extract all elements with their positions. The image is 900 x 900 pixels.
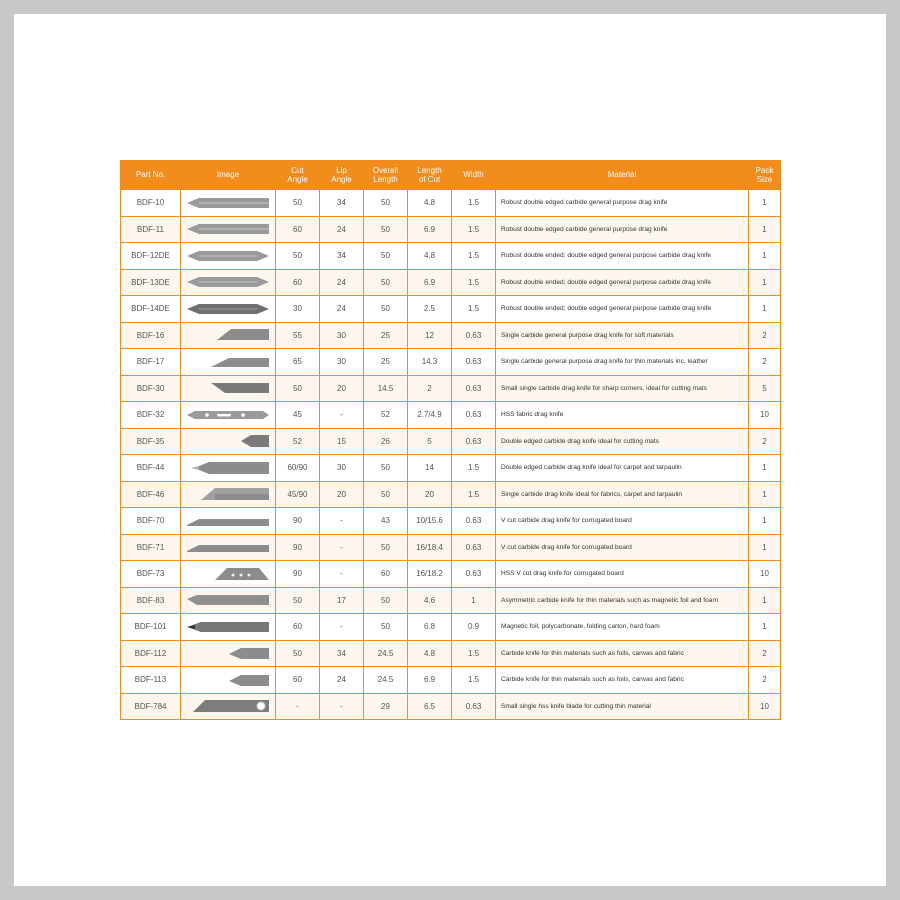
- single-long-icon: [185, 354, 271, 370]
- hss-fabric-icon: [185, 407, 271, 423]
- overall-length-cell: 26: [364, 428, 408, 455]
- lip-angle-cell: 30: [320, 455, 364, 482]
- lip-angle-cell: -: [320, 508, 364, 535]
- lip-angle-cell: 34: [320, 243, 364, 270]
- double-ended-icon: [185, 248, 271, 264]
- lip-angle-cell: 15: [320, 428, 364, 455]
- table-row: [121, 322, 781, 349]
- width-cell: 0.63: [452, 508, 496, 535]
- material-cell: HSS V cut drag knife for corrugated board: [496, 561, 749, 588]
- material-cell: Double edged carbide drag knife ideal for cutting mats: [496, 428, 749, 455]
- part-no-cell: BDF-12DE: [121, 243, 181, 270]
- width-cell: 1.5: [452, 640, 496, 667]
- pack-size-cell: 1: [749, 269, 781, 296]
- width-cell: 0.63: [452, 428, 496, 455]
- overall-length-cell: 29: [364, 693, 408, 720]
- blade-image-cell: [181, 614, 276, 641]
- blade-image-cell: [181, 455, 276, 482]
- overall-length-cell: 50: [364, 216, 408, 243]
- pack-size-cell: 1: [749, 455, 781, 482]
- lip-angle-cell: 20: [320, 375, 364, 402]
- part-no-cell: BDF-71: [121, 534, 181, 561]
- cut-angle-cell: 60/90: [276, 455, 320, 482]
- lip-angle-cell: -: [320, 693, 364, 720]
- width-cell: 1: [452, 587, 496, 614]
- lip-angle-cell: 34: [320, 640, 364, 667]
- part-no-cell: BDF-44: [121, 455, 181, 482]
- length-of-cut-cell: 4.8: [408, 243, 452, 270]
- pack-size-cell: 1: [749, 587, 781, 614]
- cut-angle-cell: -: [276, 693, 320, 720]
- blade-image-cell: [181, 190, 276, 217]
- v-cut-icon: [185, 513, 271, 529]
- part-no-cell: BDF-70: [121, 508, 181, 535]
- table-row: [121, 534, 781, 561]
- lip-angle-cell: 20: [320, 481, 364, 508]
- length-of-cut-cell: 2.7/4.9: [408, 402, 452, 429]
- table-row: [121, 375, 781, 402]
- length-of-cut-cell: 4.8: [408, 190, 452, 217]
- width-cell: 1.5: [452, 481, 496, 508]
- width-cell: 0.63: [452, 349, 496, 376]
- pack-size-cell: 1: [749, 481, 781, 508]
- width-cell: 1.5: [452, 216, 496, 243]
- part-no-cell: BDF-46: [121, 481, 181, 508]
- part-no-cell: BDF-13DE: [121, 269, 181, 296]
- material-cell: Robust double ended; double edged general purpose carbide drag knife: [496, 243, 749, 270]
- table-row: [121, 349, 781, 376]
- width-cell: 0.63: [452, 693, 496, 720]
- lip-angle-cell: 34: [320, 190, 364, 217]
- table-row: [121, 269, 781, 296]
- table-row: [121, 190, 781, 217]
- pack-size-cell: 10: [749, 561, 781, 588]
- pack-size-cell: 1: [749, 243, 781, 270]
- cut-angle-cell: 50: [276, 243, 320, 270]
- table-row: [121, 693, 781, 720]
- pack-size-cell: 1: [749, 508, 781, 535]
- overall-length-cell: 50: [364, 243, 408, 270]
- double-edged-long-icon: [185, 195, 271, 211]
- cut-angle-cell: 55: [276, 322, 320, 349]
- overall-length-cell: 50: [364, 614, 408, 641]
- lip-angle-cell: 17: [320, 587, 364, 614]
- overall-length-cell: 25: [364, 322, 408, 349]
- table-row: [121, 216, 781, 243]
- table-row: [121, 402, 781, 429]
- material-cell: V cut carbide drag knife for corrugated board: [496, 534, 749, 561]
- cut-angle-cell: 45/90: [276, 481, 320, 508]
- pack-size-cell: 1: [749, 216, 781, 243]
- overall-length-cell: 25: [364, 349, 408, 376]
- double-ended-icon: [185, 274, 271, 290]
- table-row: [121, 508, 781, 535]
- header-material: Material: [607, 170, 637, 179]
- part-no-cell: BDF-10: [121, 190, 181, 217]
- part-no-cell: BDF-16: [121, 322, 181, 349]
- material-cell: Single carbide general purpose drag knife for thin materials inc. leather: [496, 349, 749, 376]
- length-of-cut-cell: 2.5: [408, 296, 452, 323]
- header-width: Width: [463, 170, 484, 179]
- cut-angle-cell: 50: [276, 375, 320, 402]
- length-of-cut-cell: 16/18.4: [408, 534, 452, 561]
- cut-angle-cell: 90: [276, 534, 320, 561]
- carpet-double-icon: [185, 460, 271, 476]
- blade-image-cell: [181, 402, 276, 429]
- overall-length-cell: 52: [364, 402, 408, 429]
- width-cell: 1.5: [452, 269, 496, 296]
- length-of-cut-cell: 10/15.6: [408, 508, 452, 535]
- material-cell: Small single carbide drag knife for sharp corners, ideal for cutting mats: [496, 375, 749, 402]
- lip-angle-cell: 24: [320, 216, 364, 243]
- length-of-cut-cell: 6.5: [408, 693, 452, 720]
- cut-angle-cell: 52: [276, 428, 320, 455]
- blade-image-cell: [181, 693, 276, 720]
- table-row: [121, 587, 781, 614]
- blade-image-cell: [181, 296, 276, 323]
- width-cell: 1.5: [452, 190, 496, 217]
- cut-angle-cell: 45: [276, 402, 320, 429]
- table-row: [121, 428, 781, 455]
- length-of-cut-cell: 2: [408, 375, 452, 402]
- part-no-cell: BDF-32: [121, 402, 181, 429]
- lip-angle-cell: 24: [320, 667, 364, 694]
- material-cell: Robust double edged carbide general purpose drag knife: [496, 190, 749, 217]
- part-no-cell: BDF-112: [121, 640, 181, 667]
- width-cell: 1.5: [452, 667, 496, 694]
- single-sharp-icon: [185, 380, 271, 396]
- length-of-cut-cell: 14: [408, 455, 452, 482]
- part-no-cell: BDF-17: [121, 349, 181, 376]
- table-row: [121, 455, 781, 482]
- blade-image-cell: [181, 481, 276, 508]
- width-cell: 0.63: [452, 561, 496, 588]
- lip-angle-cell: 30: [320, 349, 364, 376]
- material-cell: Small single hss knife blade for cutting thin material: [496, 693, 749, 720]
- table-row: [121, 640, 781, 667]
- overall-length-cell: 50: [364, 587, 408, 614]
- length-of-cut-cell: 16/18.2: [408, 561, 452, 588]
- length-of-cut-cell: 6.9: [408, 667, 452, 694]
- table-row: [121, 561, 781, 588]
- pack-size-cell: 10: [749, 693, 781, 720]
- overall-length-cell: 24.5: [364, 640, 408, 667]
- overall-length-cell: 24.5: [364, 667, 408, 694]
- cut-angle-cell: 60: [276, 667, 320, 694]
- width-cell: 1.5: [452, 455, 496, 482]
- length-of-cut-cell: 4.8: [408, 640, 452, 667]
- hss-thin-icon: [185, 698, 271, 714]
- length-of-cut-cell: 4.6: [408, 587, 452, 614]
- table-row: [121, 296, 781, 323]
- header-length-of-cut: Length of Cut: [417, 165, 442, 184]
- header-part-no: Part No.: [135, 170, 166, 179]
- header-pack-size: Pack Size: [755, 165, 774, 184]
- part-no-cell: BDF-101: [121, 614, 181, 641]
- overall-length-cell: 50: [364, 481, 408, 508]
- part-no-cell: BDF-14DE: [121, 296, 181, 323]
- overall-length-cell: 60: [364, 561, 408, 588]
- cut-angle-cell: 30: [276, 296, 320, 323]
- blade-image-cell: [181, 640, 276, 667]
- pack-size-cell: 2: [749, 667, 781, 694]
- width-cell: 0.63: [452, 534, 496, 561]
- table-row: [121, 614, 781, 641]
- width-cell: 0.9: [452, 614, 496, 641]
- table-header-row: [121, 160, 781, 190]
- table-row: [121, 481, 781, 508]
- material-cell: Robust double edged carbide general purpose drag knife: [496, 216, 749, 243]
- asymmetric-icon: [185, 592, 271, 608]
- pack-size-cell: 10: [749, 402, 781, 429]
- part-no-cell: BDF-113: [121, 667, 181, 694]
- overall-length-cell: 43: [364, 508, 408, 535]
- blade-image-cell: [181, 667, 276, 694]
- length-of-cut-cell: 20: [408, 481, 452, 508]
- cut-angle-cell: 50: [276, 640, 320, 667]
- pack-size-cell: 2: [749, 640, 781, 667]
- overall-length-cell: 50: [364, 534, 408, 561]
- lip-angle-cell: 24: [320, 269, 364, 296]
- blade-image-cell: [181, 561, 276, 588]
- cut-angle-cell: 65: [276, 349, 320, 376]
- lip-angle-cell: -: [320, 561, 364, 588]
- part-no-cell: BDF-35: [121, 428, 181, 455]
- blade-spec-table: [120, 160, 781, 720]
- pack-size-cell: 1: [749, 190, 781, 217]
- blade-image-cell: [181, 534, 276, 561]
- width-cell: 0.63: [452, 322, 496, 349]
- width-cell: 0.63: [452, 402, 496, 429]
- length-of-cut-cell: 6.8: [408, 614, 452, 641]
- length-of-cut-cell: 14.3: [408, 349, 452, 376]
- pack-size-cell: 1: [749, 296, 781, 323]
- lip-angle-cell: -: [320, 534, 364, 561]
- cut-angle-cell: 90: [276, 508, 320, 535]
- cut-angle-cell: 50: [276, 190, 320, 217]
- material-cell: Single carbide drag knife ideal for fabrics, carpet and tarpaulin: [496, 481, 749, 508]
- material-cell: Robust double ended; double edged general purpose carbide drag knife: [496, 296, 749, 323]
- cut-angle-cell: 60: [276, 269, 320, 296]
- header-lip-angle: Lip Angle: [331, 165, 352, 184]
- blade-image-cell: [181, 508, 276, 535]
- part-no-cell: BDF-73: [121, 561, 181, 588]
- lip-angle-cell: 24: [320, 296, 364, 323]
- lip-angle-cell: 30: [320, 322, 364, 349]
- pack-size-cell: 2: [749, 428, 781, 455]
- part-no-cell: BDF-83: [121, 587, 181, 614]
- length-of-cut-cell: 12: [408, 322, 452, 349]
- pack-size-cell: 1: [749, 614, 781, 641]
- blade-image-cell: [181, 349, 276, 376]
- double-edged-long-icon: [185, 221, 271, 237]
- part-no-cell: BDF-30: [121, 375, 181, 402]
- overall-length-cell: 50: [364, 269, 408, 296]
- width-cell: 0.63: [452, 375, 496, 402]
- blade-image-cell: [181, 428, 276, 455]
- material-cell: Double edged carbide drag knife ideal for carpet and tarpaulin: [496, 455, 749, 482]
- overall-length-cell: 50: [364, 455, 408, 482]
- lip-angle-cell: -: [320, 402, 364, 429]
- small-double-icon: [185, 433, 271, 449]
- magnetic-foil-icon: [185, 619, 271, 635]
- overall-length-cell: 50: [364, 190, 408, 217]
- double-ended-dark-icon: [185, 301, 271, 317]
- length-of-cut-cell: 6.9: [408, 216, 452, 243]
- table-row: [121, 667, 781, 694]
- overall-length-cell: 14.5: [364, 375, 408, 402]
- width-cell: 1.5: [452, 243, 496, 270]
- part-no-cell: BDF-11: [121, 216, 181, 243]
- blade-image-cell: [181, 269, 276, 296]
- table-row: [121, 243, 781, 270]
- header-overall-length: Overall Length: [372, 165, 399, 184]
- single-short-icon: [185, 327, 271, 343]
- cut-angle-cell: 50: [276, 587, 320, 614]
- hss-v-cut-icon: [185, 566, 271, 582]
- carpet-single-icon: [185, 486, 271, 502]
- small-point-icon: [185, 672, 271, 688]
- part-no-cell: BDF-784: [121, 693, 181, 720]
- material-cell: Carbide knife for thin materials such as foils, canvas and fabric: [496, 667, 749, 694]
- blade-image-cell: [181, 375, 276, 402]
- pack-size-cell: 1: [749, 534, 781, 561]
- header-image: Image: [216, 170, 240, 179]
- cut-angle-cell: 60: [276, 216, 320, 243]
- material-cell: Single carbide general purpose drag knife for soft materials: [496, 322, 749, 349]
- material-cell: Robust double ended; double edged general purpose carbide drag knife: [496, 269, 749, 296]
- length-of-cut-cell: 5: [408, 428, 452, 455]
- material-cell: Magnetic foil, polycarbonate, folding carton, hard foam: [496, 614, 749, 641]
- pack-size-cell: 2: [749, 322, 781, 349]
- cut-angle-cell: 60: [276, 614, 320, 641]
- material-cell: Carbide knife for thin materials such as foils, canvas and fabric: [496, 640, 749, 667]
- small-point-icon: [185, 645, 271, 661]
- blade-image-cell: [181, 587, 276, 614]
- cut-angle-cell: 90: [276, 561, 320, 588]
- length-of-cut-cell: 6.9: [408, 269, 452, 296]
- overall-length-cell: 50: [364, 296, 408, 323]
- lip-angle-cell: -: [320, 614, 364, 641]
- pack-size-cell: 2: [749, 349, 781, 376]
- blade-image-cell: [181, 243, 276, 270]
- width-cell: 1.5: [452, 296, 496, 323]
- blade-image-cell: [181, 216, 276, 243]
- v-cut-icon: [185, 539, 271, 555]
- material-cell: V cut carbide drag knife for corrugated board: [496, 508, 749, 535]
- blade-image-cell: [181, 322, 276, 349]
- pack-size-cell: 5: [749, 375, 781, 402]
- header-cut-angle: Cut Angle: [287, 165, 308, 184]
- material-cell: HSS fabric drag knife: [496, 402, 749, 429]
- material-cell: Asymmetric carbide knife for thin materials such as magnetic foil and foam: [496, 587, 749, 614]
